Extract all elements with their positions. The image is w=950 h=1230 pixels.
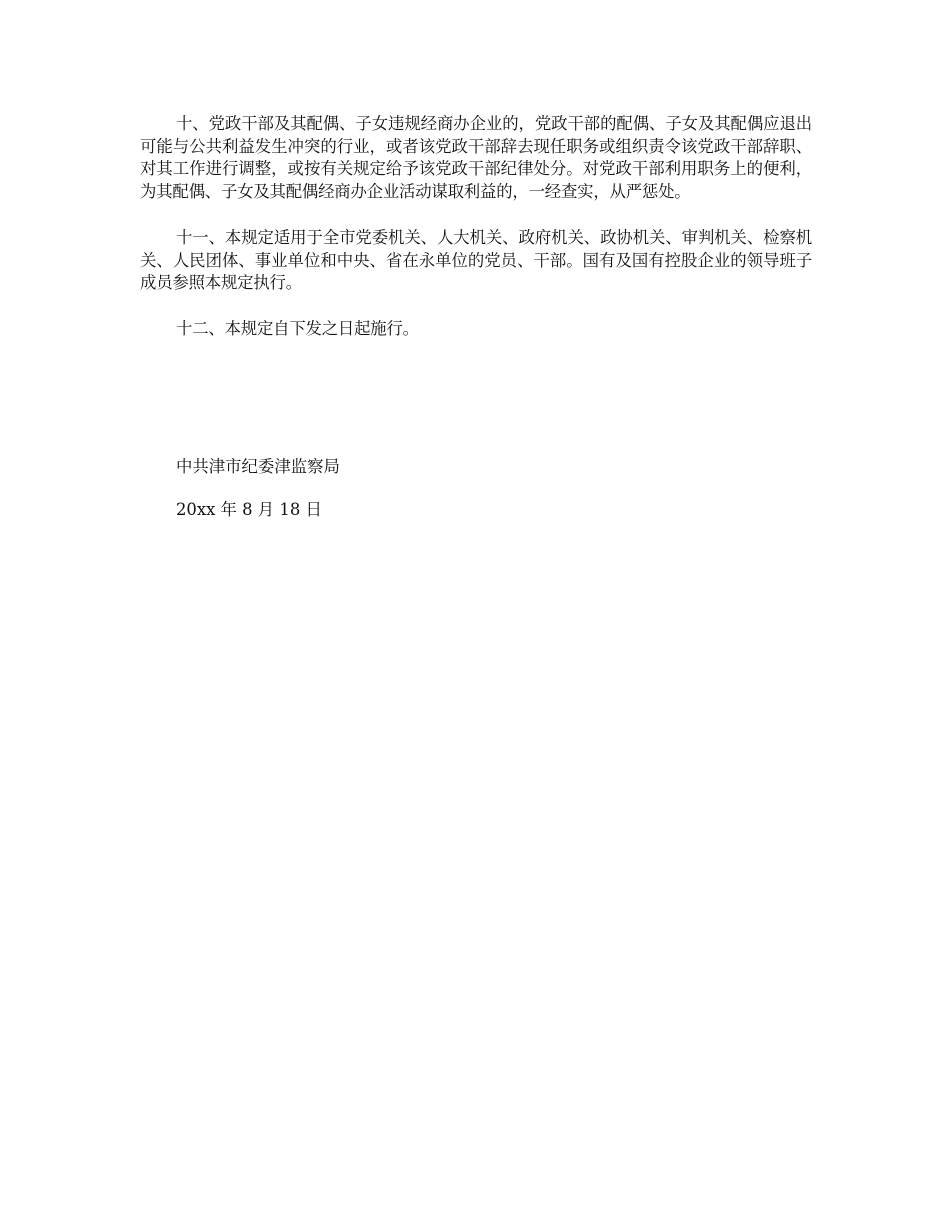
document-body <box>140 113 812 364</box>
signature-block <box>176 456 340 541</box>
paragraph-article-11: 十一、本规定适用于全市党委机关、人大机关、政府机关、政协机关、审判机关、检察机关、人民团体、事业单位和中央、省在永单位的党员、干部。国有及国有控股企业的领导班子成员参照本规定执行。 <box>140 227 812 293</box>
issue-date: 20xx 年 8 月 18 日 <box>176 499 322 519</box>
paragraph-article-10: 十、党政干部及其配偶、子女违规经商办企业的，党政干部的配偶、子女及其配偶应退出可能与公共利益发生冲突的行业，或者该党政干部辞去现任职务或组织责令该党政干部辞职、对其工作进行调整，或按有关规定给予该党政干部纪律处分。对党政干部利用职务上的便利，为其配偶、子女及其配偶经商办企业活动谋取利益的，一经查实，从严惩处。 <box>140 114 812 202</box>
paragraph-article-12: 十二、本规定自下发之日起施行。 <box>176 318 419 338</box>
issuer-name: 中共津市纪委津监察局 <box>176 457 340 476</box>
